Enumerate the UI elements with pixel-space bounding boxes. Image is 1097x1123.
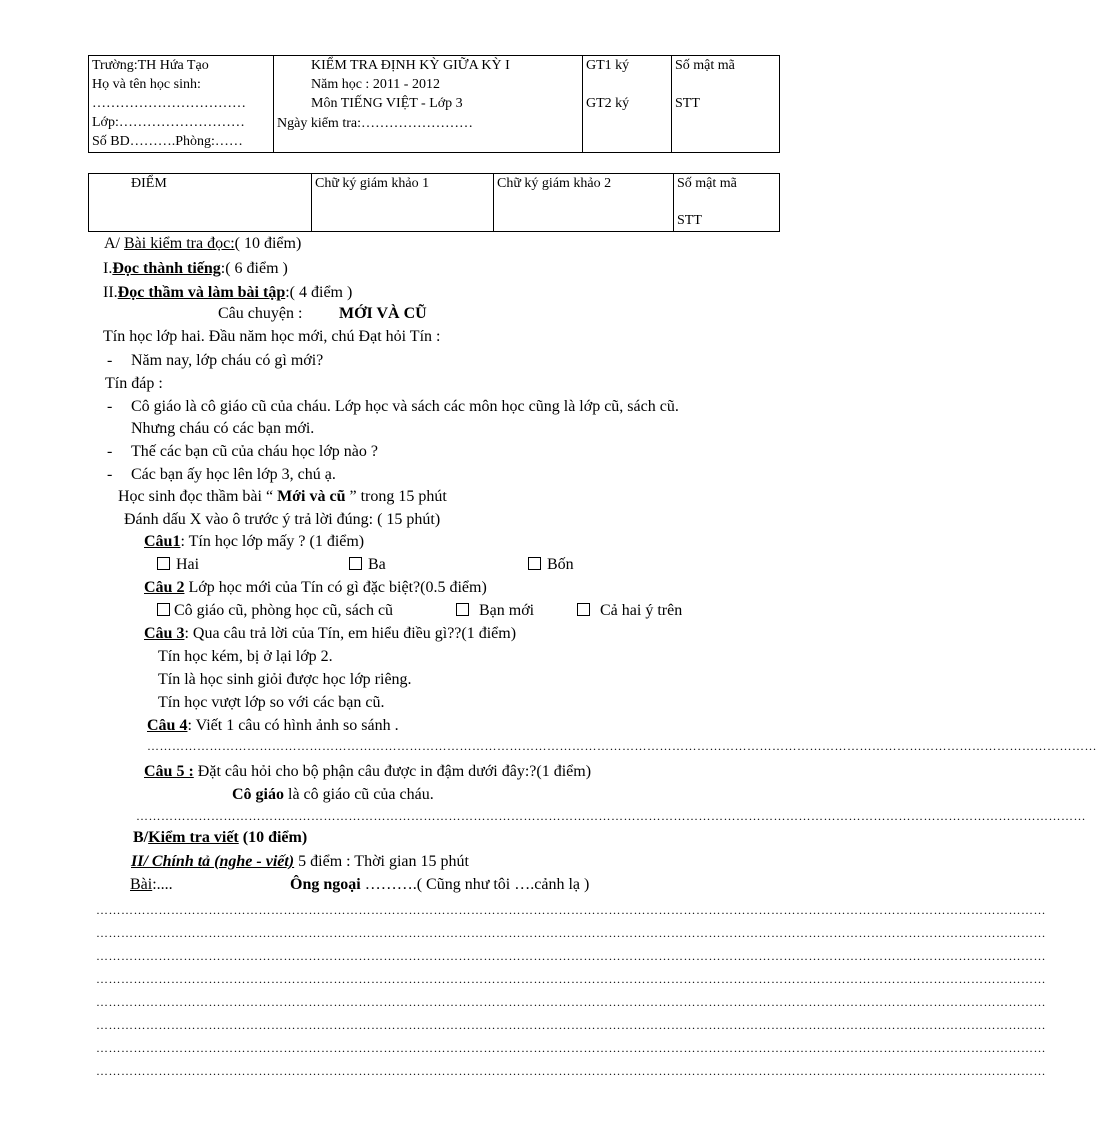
checkbox-icon[interactable] (157, 557, 170, 570)
section-a-points: ( 10 điểm) (234, 235, 302, 252)
student-info-cell (89, 56, 274, 153)
q1-option-3-label: Bốn (547, 556, 574, 573)
secret-code-label: Số mật mã (675, 58, 735, 73)
score-cell (89, 174, 312, 232)
exam-info-cell (274, 56, 583, 153)
section-b-points: (10 điểm) (238, 829, 308, 846)
checkbox-icon[interactable] (456, 603, 469, 616)
reading-silent-points: :( 4 điểm ) (285, 284, 353, 301)
subject: Môn TIẾNG VIỆT - Lớp 3 (311, 96, 463, 111)
dash-1: - (107, 352, 113, 369)
school-year: Năm học : 2011 - 2012 (311, 77, 440, 92)
dash-3: - (107, 443, 113, 460)
header-table (88, 55, 780, 153)
writing-line-3[interactable]: ………………………………………………………………………………………………………………………………………………………………………………………………………… (96, 949, 1046, 963)
dash-2: - (107, 398, 113, 415)
read-instruction-post: ” trong 15 phút (345, 488, 447, 505)
q1-option-2[interactable] (349, 555, 386, 575)
story-line-2b: Nhưng cháu có các bạn mới. (131, 420, 315, 437)
checkbox-icon[interactable] (528, 557, 541, 570)
dictation-title-line (290, 875, 589, 895)
reading-aloud-title: Đọc thành tiếng (112, 260, 221, 277)
q3-option-2: Tín là học sinh giỏi được học lớp riêng. (158, 671, 412, 688)
dash-4: - (107, 466, 113, 483)
checkbox-icon[interactable] (157, 603, 170, 616)
writing-line-1[interactable]: ………………………………………………………………………………………………………………………………………………………………………………………………………… (96, 903, 1046, 917)
writing-line-8[interactable]: ………………………………………………………………………………………………………………………………………………………………………………………………………… (96, 1064, 1046, 1078)
reading-aloud-points: :( 6 điểm ) (220, 260, 288, 277)
stt-label: STT (675, 96, 700, 111)
q5-rest: là cô giáo cũ của cháu. (284, 786, 434, 803)
mark-instruction: Đánh dấu X vào ô trước ý trả lời đúng: ( 15 phút) (124, 511, 441, 528)
score-table (88, 173, 780, 232)
story-label: Câu chuyện : (218, 305, 303, 322)
reading-aloud-prefix: I. (103, 260, 113, 277)
q2-option-3[interactable] (577, 601, 682, 621)
q2-option-2[interactable] (456, 601, 534, 621)
section-b-prefix: B/ (133, 829, 149, 846)
question-2-text: Lớp học mới của Tín có gì đặc biệt?(0.5 điểm) (184, 579, 487, 596)
question-4 (147, 716, 399, 736)
reading-silent-heading (103, 283, 352, 303)
answer-line-q4[interactable]: ………………………………………………………………………………………………………………………………………………………………………………………………………… (147, 739, 1097, 753)
dictation-title: II/ Chính tả (nghe - viết) (131, 853, 295, 870)
gt1-label: GT1 ký (586, 58, 630, 73)
grader2-cell (494, 174, 674, 232)
checkbox-icon[interactable] (349, 557, 362, 570)
dictation-note: ……….( Cũng như tôi ….cảnh lạ ) (360, 876, 590, 893)
exam-title: KIỂM TRA ĐỊNH KỲ GIỮA KỲ I (311, 58, 510, 73)
sbd-room-field: Số BD……….Phòng:…… (92, 134, 243, 149)
class-field: Lớp:……………………… (92, 115, 245, 130)
q1-option-2-label: Ba (368, 556, 386, 573)
question-3-text: : Qua câu trả lời của Tín, em hiểu điều gì??(1 điểm) (184, 625, 517, 642)
reply-label: Tín đáp : (105, 375, 163, 392)
q5-bold-part: Cô giáo (232, 786, 284, 803)
q2-option-1[interactable] (157, 601, 393, 621)
bai-label: Bài (130, 876, 153, 893)
dictation-heading (131, 852, 469, 872)
q2-option-2-label: Bạn mới (479, 602, 535, 619)
score-stt-label: STT (677, 213, 702, 228)
reading-silent-prefix: II. (103, 284, 118, 301)
question-2-label: Câu 2 (144, 579, 185, 596)
q1-option-1[interactable] (157, 555, 199, 575)
question-4-label: Câu 4 (147, 717, 188, 734)
score-code-cell (674, 174, 780, 232)
dictation-poem-title: Ông ngoại (290, 876, 361, 893)
writing-line-4[interactable]: ………………………………………………………………………………………………………………………………………………………………………………………………………… (96, 972, 1046, 986)
section-a-prefix: A/ (104, 235, 124, 252)
q2-option-1-label: Cô giáo cũ, phòng học cũ, sách cũ (174, 602, 394, 619)
q3-option-1: Tín học kém, bị ở lại lớp 2. (158, 648, 333, 665)
dictation-bai (130, 875, 173, 895)
question-1 (144, 532, 364, 552)
story-line-4: Các bạn ấy học lên lớp 3, chú ạ. (131, 466, 336, 483)
q1-option-1-label: Hai (176, 556, 200, 573)
q3-option-3: Tín học vượt lớp so với các bạn cũ. (158, 694, 385, 711)
section-b-title: Kiểm tra viết (148, 829, 239, 846)
story-line-1: Năm nay, lớp cháu có gì mới? (131, 352, 324, 369)
code-cell (672, 56, 780, 153)
question-1-label: Câu1 (144, 533, 181, 550)
read-instruction-title: Mới và cũ (277, 488, 346, 505)
section-a-heading (104, 234, 301, 254)
grader2-signature-label: Chữ ký giám khảo 2 (497, 176, 612, 191)
read-instruction-pre: Học sinh đọc thầm bài “ (118, 488, 278, 505)
answer-line-q5[interactable]: ………………………………………………………………………………………………………………………………………………………………………………………………………… (136, 809, 1086, 823)
question-5 (144, 762, 591, 782)
writing-line-6[interactable]: ………………………………………………………………………………………………………………………………………………………………………………………………………… (96, 1018, 1046, 1032)
story-intro: Tín học lớp hai. Đầu năm học mới, chú Đạt hỏi Tín : (103, 328, 441, 345)
school-name: Trường:TH Hứa Tạo (92, 58, 209, 73)
question-5-text: Đặt câu hỏi cho bộ phận câu được in đậm dưới đây:?(1 điểm) (193, 763, 592, 780)
gt2-label: GT2 ký (586, 96, 630, 111)
student-name-dots: …………………………… (92, 96, 246, 111)
grader1-cell (312, 174, 494, 232)
story-title: MỚI VÀ CŨ (339, 305, 427, 322)
score-label: ĐIỂM (131, 176, 167, 191)
story-line-3: Thế các bạn cũ của cháu học lớp nào ? (131, 443, 378, 460)
writing-line-2[interactable]: ………………………………………………………………………………………………………………………………………………………………………………………………………… (96, 926, 1046, 940)
story-line-2a: Cô giáo là cô giáo cũ của cháu. Lớp học và sách các môn học cũng là lớp cũ, sách cũ. (131, 398, 679, 415)
grader-cell (583, 56, 672, 153)
read-instruction (118, 487, 447, 507)
dictation-info: 5 điểm : Thời gian 15 phút (294, 853, 469, 870)
writing-line-7[interactable]: ………………………………………………………………………………………………………………………………………………………………………………………………………… (96, 1041, 1046, 1055)
section-b-heading (133, 828, 307, 848)
checkbox-icon[interactable] (577, 603, 590, 616)
question-3 (144, 624, 516, 644)
question-1-text: : Tín học lớp mấy ? (1 điểm) (180, 533, 365, 550)
question-5-label: Câu 5 : (144, 763, 194, 780)
question-4-text: : Viết 1 câu có hình ảnh so sánh . (187, 717, 399, 734)
question-3-label: Câu 3 (144, 625, 185, 642)
student-name-label: Họ và tên học sinh: (92, 77, 201, 92)
question-2 (144, 578, 487, 598)
writing-line-5[interactable]: ………………………………………………………………………………………………………………………………………………………………………………………………………… (96, 995, 1046, 1009)
section-a-title: Bài kiểm tra đọc: (124, 235, 235, 252)
exam-date: Ngày kiểm tra:…………………… (277, 116, 473, 131)
q5-sentence (232, 785, 434, 805)
reading-aloud-heading (103, 259, 288, 279)
score-secret-code-label: Số mật mã (677, 176, 737, 191)
bai-dots: :.... (152, 876, 173, 893)
reading-silent-title: Đọc thầm và làm bài tập (117, 284, 286, 301)
q1-option-3[interactable] (528, 555, 574, 575)
q2-option-3-label: Cả hai ý trên (600, 602, 683, 619)
grader1-signature-label: Chữ ký giám khảo 1 (315, 176, 430, 191)
